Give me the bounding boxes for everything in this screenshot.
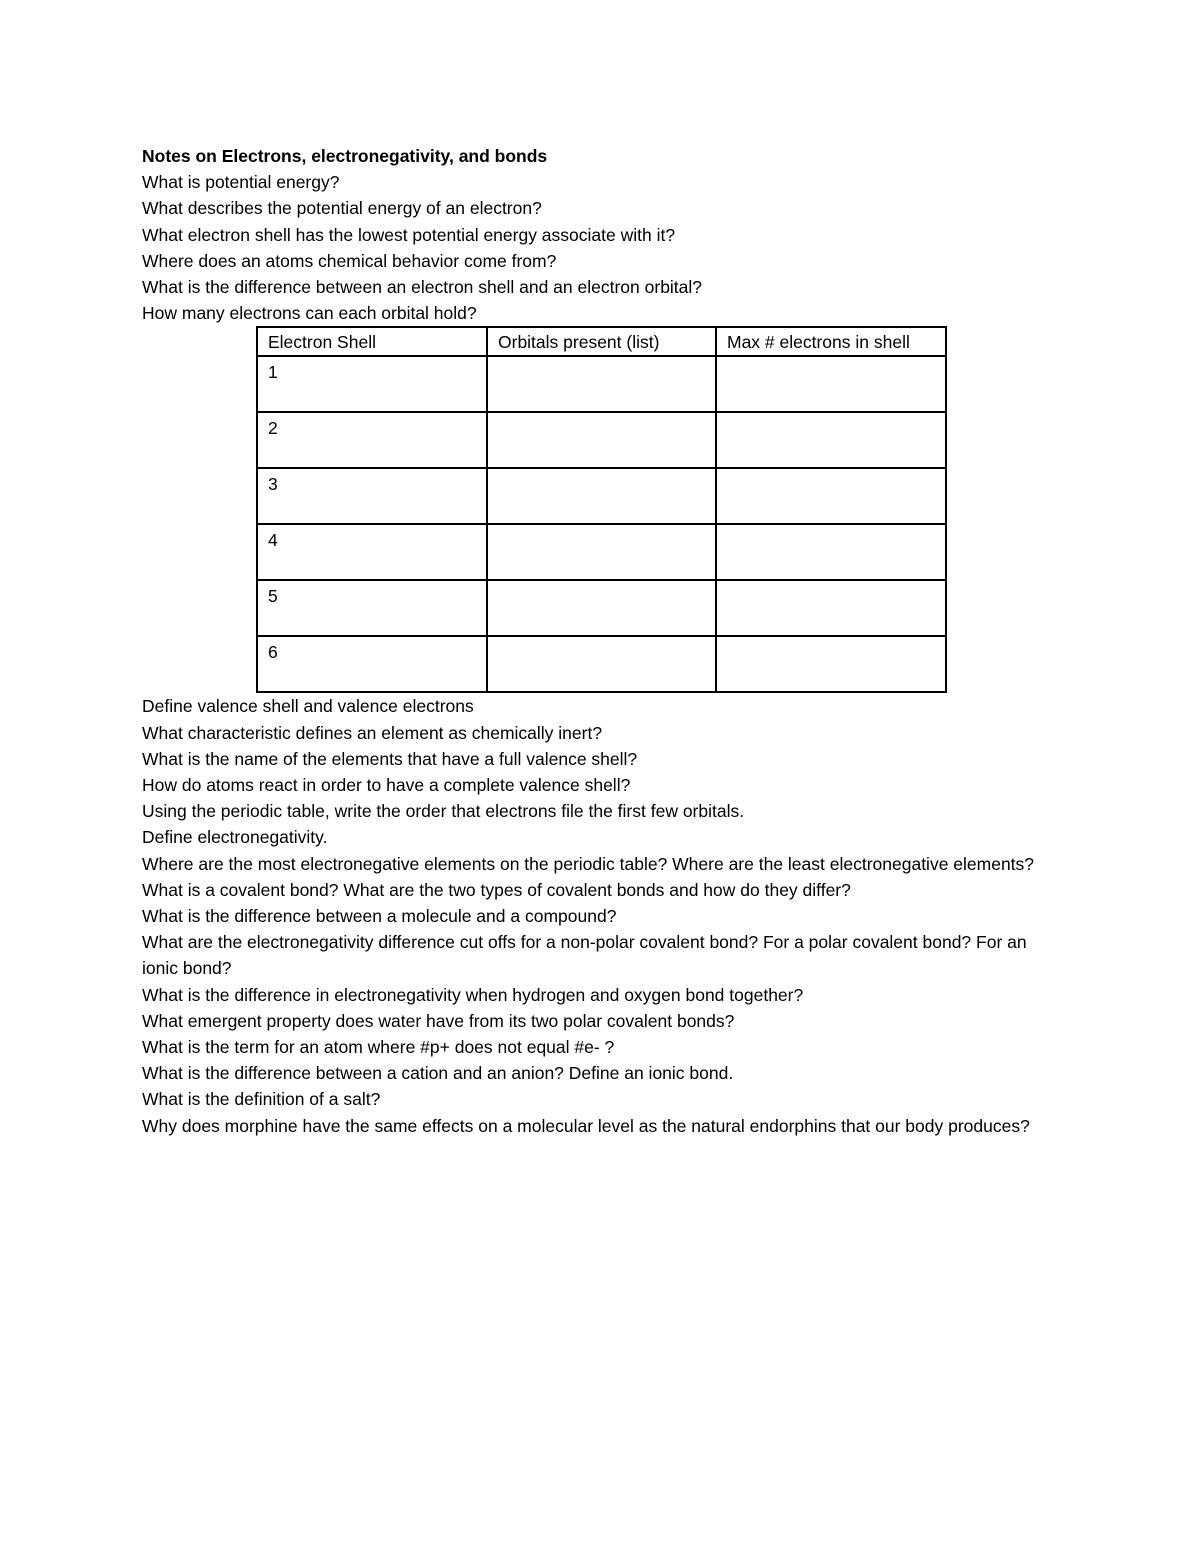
question-line: Define valence shell and valence electrons	[142, 696, 474, 717]
table-row	[257, 412, 946, 468]
question-line: Define electronegativity.	[142, 827, 328, 848]
orbitals-blank-cell	[487, 468, 716, 524]
max-electrons-blank-cell	[716, 468, 946, 524]
question-line: What is the difference between an electron shell and an electron orbital?	[142, 277, 703, 298]
question-line: What are the electronegativity difference cut offs for a non-polar covalent bond? For a polar covalent bond? For an ionic bond?	[142, 932, 1027, 979]
table-row	[257, 524, 946, 580]
orbitals-blank-cell	[487, 580, 716, 636]
orbitals-blank-cell	[487, 356, 716, 412]
question-line: How do atoms react in order to have a complete valence shell?	[142, 775, 631, 796]
document-title: Notes on Electrons, electronegativity, and bonds	[142, 146, 548, 166]
orbitals-blank-cell	[487, 412, 716, 468]
max-electrons-blank-cell	[716, 524, 946, 580]
shell-number-cell: 5	[257, 580, 487, 636]
question-line: What is the definition of a salt?	[142, 1089, 381, 1110]
question-line: What is the name of the elements that have a full valence shell?	[142, 748, 638, 769]
shell-number-cell: 3	[257, 468, 487, 524]
orbitals-blank-cell	[487, 636, 716, 692]
orbitals-blank-cell	[487, 524, 716, 580]
question-line: What is the difference between a cation and an anion? Define an ionic bond.	[142, 1063, 734, 1084]
table-row	[257, 356, 946, 412]
header-orbitals-present: Orbitals present (list)	[487, 327, 716, 356]
question-line: Where does an atoms chemical behavior come from?	[142, 250, 557, 271]
question-line: What characteristic defines an element as chemically inert?	[142, 722, 603, 743]
question-line: Why does morphine have the same effects on a molecular level as the natural endorphins that our body produces?	[142, 1115, 1030, 1136]
question-line: What is the difference between a molecule and a compound?	[142, 906, 617, 927]
table-row	[257, 580, 946, 636]
shell-number-cell: 1	[257, 356, 487, 412]
shell-number-cell: 4	[257, 524, 487, 580]
table-header-row	[257, 327, 946, 356]
shell-number-cell: 6	[257, 636, 487, 692]
electron-shell-table	[256, 326, 947, 693]
question-line: Using the periodic table, write the order that electrons file the first few orbitals.	[142, 801, 745, 822]
question-line: What electron shell has the lowest potential energy associate with it?	[142, 224, 676, 245]
table-row	[257, 636, 946, 692]
question-line: What describes the potential energy of an electron?	[142, 198, 542, 219]
header-max-electrons: Max # electrons in shell	[716, 327, 946, 356]
header-electron-shell: Electron Shell	[257, 327, 487, 356]
question-line: What is the difference in electronegativity when hydrogen and oxygen bond together?	[142, 984, 804, 1005]
question-line: What is a covalent bond? What are the two types of covalent bonds and how do they differ?	[142, 879, 851, 900]
shell-number-cell: 2	[257, 412, 487, 468]
question-line: How many electrons can each orbital hold?	[142, 303, 477, 324]
question-line: What emergent property does water have from its two polar covalent bonds?	[142, 1010, 735, 1031]
max-electrons-blank-cell	[716, 356, 946, 412]
table-row	[257, 468, 946, 524]
max-electrons-blank-cell	[716, 636, 946, 692]
question-line: What is potential energy?	[142, 172, 340, 193]
question-line: Where are the most electronegative elements on the periodic table? Where are the least electronegative elements?	[142, 853, 1035, 874]
max-electrons-blank-cell	[716, 580, 946, 636]
question-line: What is the term for an atom where #p+ does not equal #e- ?	[142, 1037, 615, 1058]
max-electrons-blank-cell	[716, 412, 946, 468]
document-content	[142, 143, 1062, 1139]
